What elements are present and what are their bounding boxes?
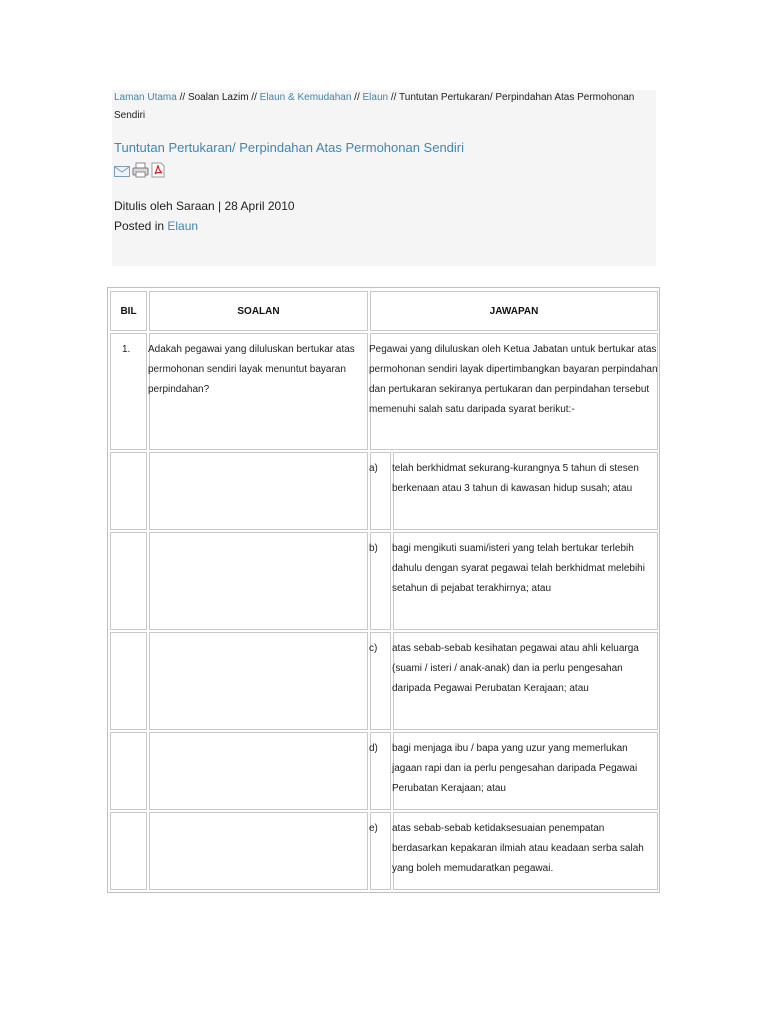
table-cell [110,732,147,810]
breadcrumb-separator: // [388,92,400,103]
condition-text: bagi mengikuti suami/isteri yang telah bertukar terlebih dahulu dengan syarat pegawai telah berkhidmat melebihi setahun di pejabat terakhirnya; atau [392,543,645,594]
pdf-icon[interactable] [151,162,165,178]
condition-letter: e) [369,823,378,834]
breadcrumb-separator: // [351,92,363,103]
table-cell [110,452,147,530]
table-cell [110,632,147,730]
byline: Ditulis oleh Saraan | 28 April 2010 [114,199,295,213]
condition-letter: a) [369,463,378,474]
print-icon[interactable] [132,162,149,178]
row-number: 1. [122,344,131,355]
column-header-soalan: SOALAN [149,291,368,331]
column-header-jawapan: JAWAPAN [370,291,658,331]
condition-text: atas sebab-sebab ketidaksesuaian penempatan berdasarkan kepakaran ilmiah atau keadaan serba salah yang boleh memudaratkan pegawai. [392,823,644,874]
condition-text: bagi menjaga ibu / bapa yang uzur yang memerlukan jagaan rapi dan ia perlu pengesahan daripada Pegawai Perubatan Kerajaan; atau [392,743,638,794]
email-icon[interactable] [114,166,130,177]
breadcrumb-elaun-link[interactable]: Elaun [362,92,389,103]
question-text: Adakah pegawai yang diluluskan bertukar atas permohonan sendiri layak menuntut bayaran perpindahan? [148,344,355,395]
column-header-bil: BIL [110,291,147,331]
breadcrumb-separator: // [176,92,188,103]
table-cell [110,812,147,890]
breadcrumb-allowance-link[interactable]: Elaun & Kemudahan [259,92,352,103]
posted-in-label: Posted in [114,219,168,233]
condition-letter: d) [369,743,378,754]
condition-text: atas sebab-sebab kesihatan pegawai atau ahli keluarga (suami / isteri / anak-anak) dan ia perlu pengesahan daripada Pegawai Perubatan Kerajaan; atau [392,643,639,694]
breadcrumb-current: Tuntutan Pertukaran/ Perpindahan Atas Permohonan Sendiri [114,92,635,121]
table-cell [149,532,368,630]
table-cell [110,532,147,630]
condition-letter: c) [369,643,378,654]
table-cell [149,732,368,810]
article-meta [114,196,295,236]
table-cell [149,452,368,530]
condition-letter: b) [369,543,378,554]
breadcrumb-separator: // [248,92,260,103]
page-title: Tuntutan Pertukaran/ Perpindahan Atas Permohonan Sendiri [114,140,465,155]
breadcrumb-faq: Soalan Lazim [187,92,249,103]
posted-in [114,216,295,236]
table-cell [149,632,368,730]
category-link[interactable]: Elaun [167,219,199,233]
breadcrumb [114,89,654,125]
table-cell [149,812,368,890]
condition-text: telah berkhidmat sekurang-kurangnya 5 tahun di stesen berkenaan atau 3 tahun di kawasan hidup susah; atau [392,463,639,494]
article-tools [114,162,165,180]
answer-text: Pegawai yang diluluskan oleh Ketua Jabatan untuk bertukar atas permohonan sendiri layak dipertimbangkan bayaran perpindahan dan pertukaran sekiranya pertukaran dan perpindahan tersebut memenuhi salah satu daripada syarat berikut:- [369,344,658,415]
breadcrumb-home-link[interactable]: Laman Utama [114,92,177,103]
